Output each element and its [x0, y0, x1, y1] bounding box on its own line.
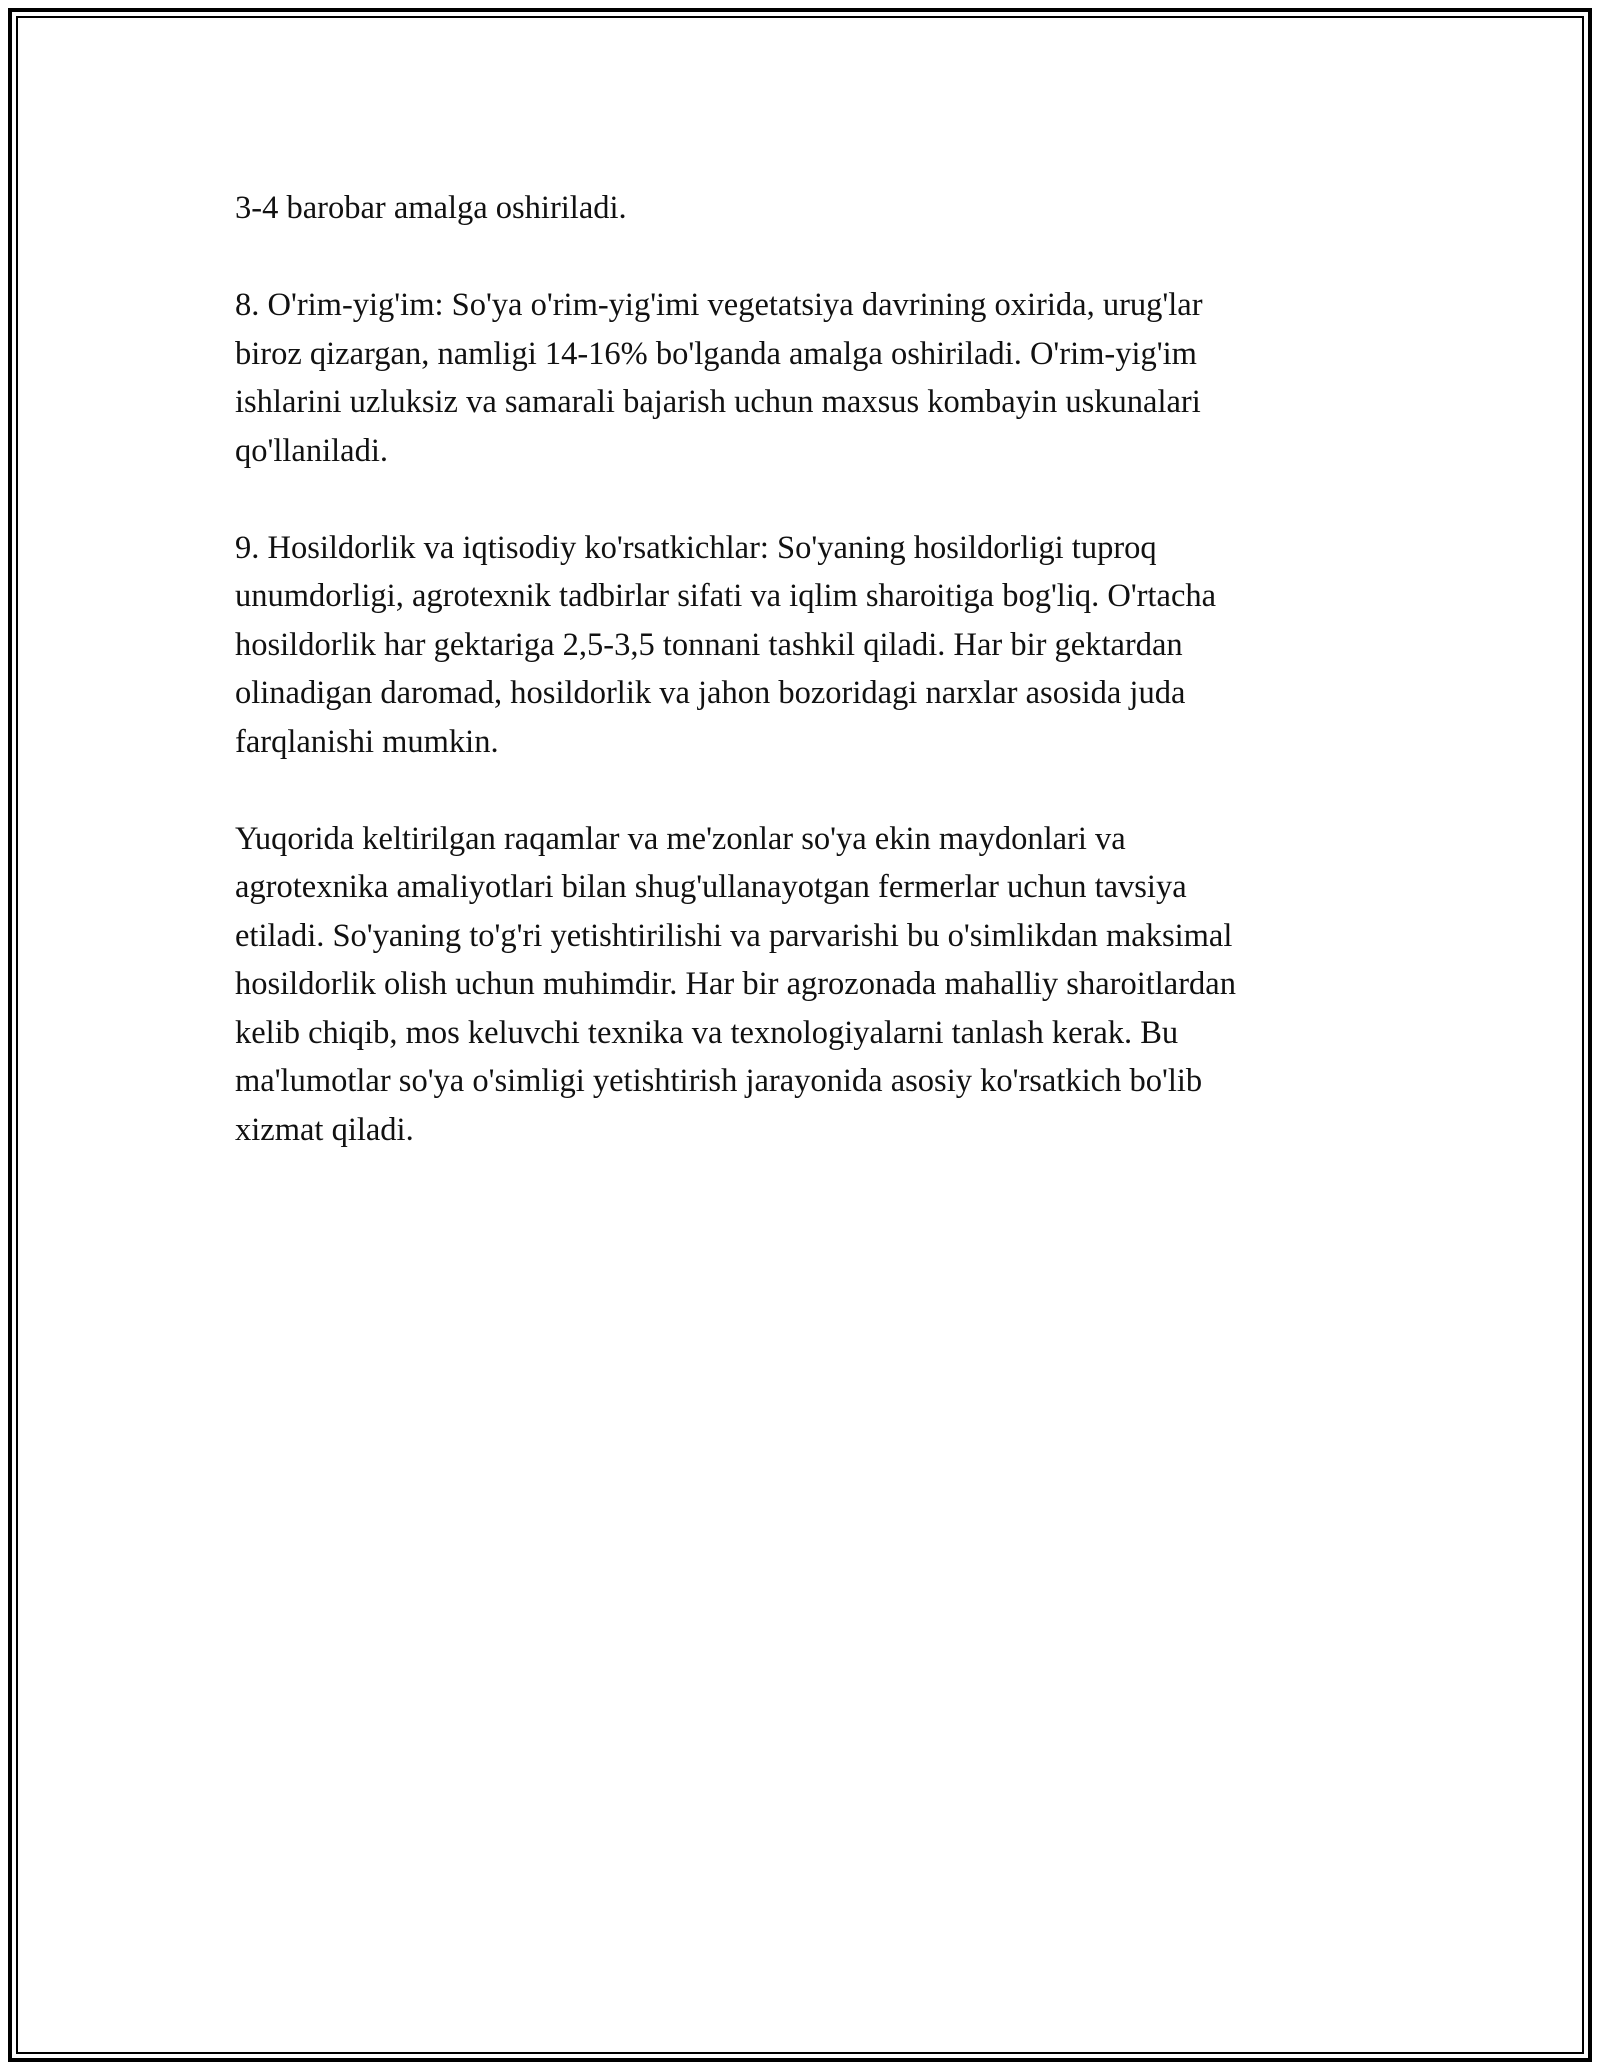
- text-line: agrotexnika amaliyotlari bilan shug'ullanayotgan fermerlar uchun tavsiya: [235, 869, 1187, 905]
- text-line: hosildorlik har gektariga 2,5-3,5 tonnani tashkil qiladi. Har bir gektardan: [235, 626, 1183, 663]
- paragraph-conclusion: [235, 815, 1380, 1155]
- text-line: ishlarini uzluksiz va samarali bajarish uchun maxsus kombayin uskunalari: [235, 384, 1201, 420]
- text-line: 3-4 barobar amalga oshiriladi.: [235, 190, 627, 226]
- text-line: ma'lumotlar so'ya o'simligi yetishtirish jarayonida asosiy ko'rsatkich bo'lib: [235, 1063, 1203, 1099]
- text-line: hosildorlik olish uchun muhimdir. Har bir agrozonada mahalliy sharoitlardan: [235, 966, 1236, 1002]
- text-line: farqlanishi mumkin.: [235, 723, 499, 760]
- paragraph-continuation: [235, 184, 1380, 233]
- text-line: 9. Hosildorlik va iqtisodiy ko'rsatkichlar: So'yaning hosildorligi tuproq: [235, 529, 1157, 566]
- text-line: unumdorligi, agrotexnik tadbirlar sifati va iqlim sharoitiga bog'liq. O'rtacha: [235, 578, 1217, 614]
- text-line: 8. O'rim-yig'im: So'ya o'rim-yig'imi vegetatsiya davrining oxirida, urug'lar: [235, 287, 1203, 323]
- text-line: etiladi. So'yaning to'g'ri yetishtirilishi va parvarishi bu o'simlikdan maksimal: [235, 917, 1233, 954]
- text-line: xizmat qiladi.: [235, 1111, 414, 1148]
- document-body: [235, 184, 1380, 1154]
- paragraph-yield-economics: [235, 524, 1380, 767]
- text-line: olinadigan daromad, hosildorlik va jahon bozoridagi narxlar asosida juda: [235, 675, 1186, 711]
- text-line: biroz qizargan, namligi 14-16% bo'lganda amalga oshiriladi. O'rim-yig'im: [235, 335, 1197, 372]
- text-line: qo'llaniladi.: [235, 432, 388, 469]
- paragraph-harvesting: [235, 281, 1380, 475]
- text-line: kelib chiqib, mos keluvchi texnika va texnologiyalarni tanlash kerak. Bu: [235, 1014, 1179, 1051]
- text-line: Yuqorida keltirilgan raqamlar va me'zonlar so'ya ekin maydonlari va: [235, 820, 1126, 857]
